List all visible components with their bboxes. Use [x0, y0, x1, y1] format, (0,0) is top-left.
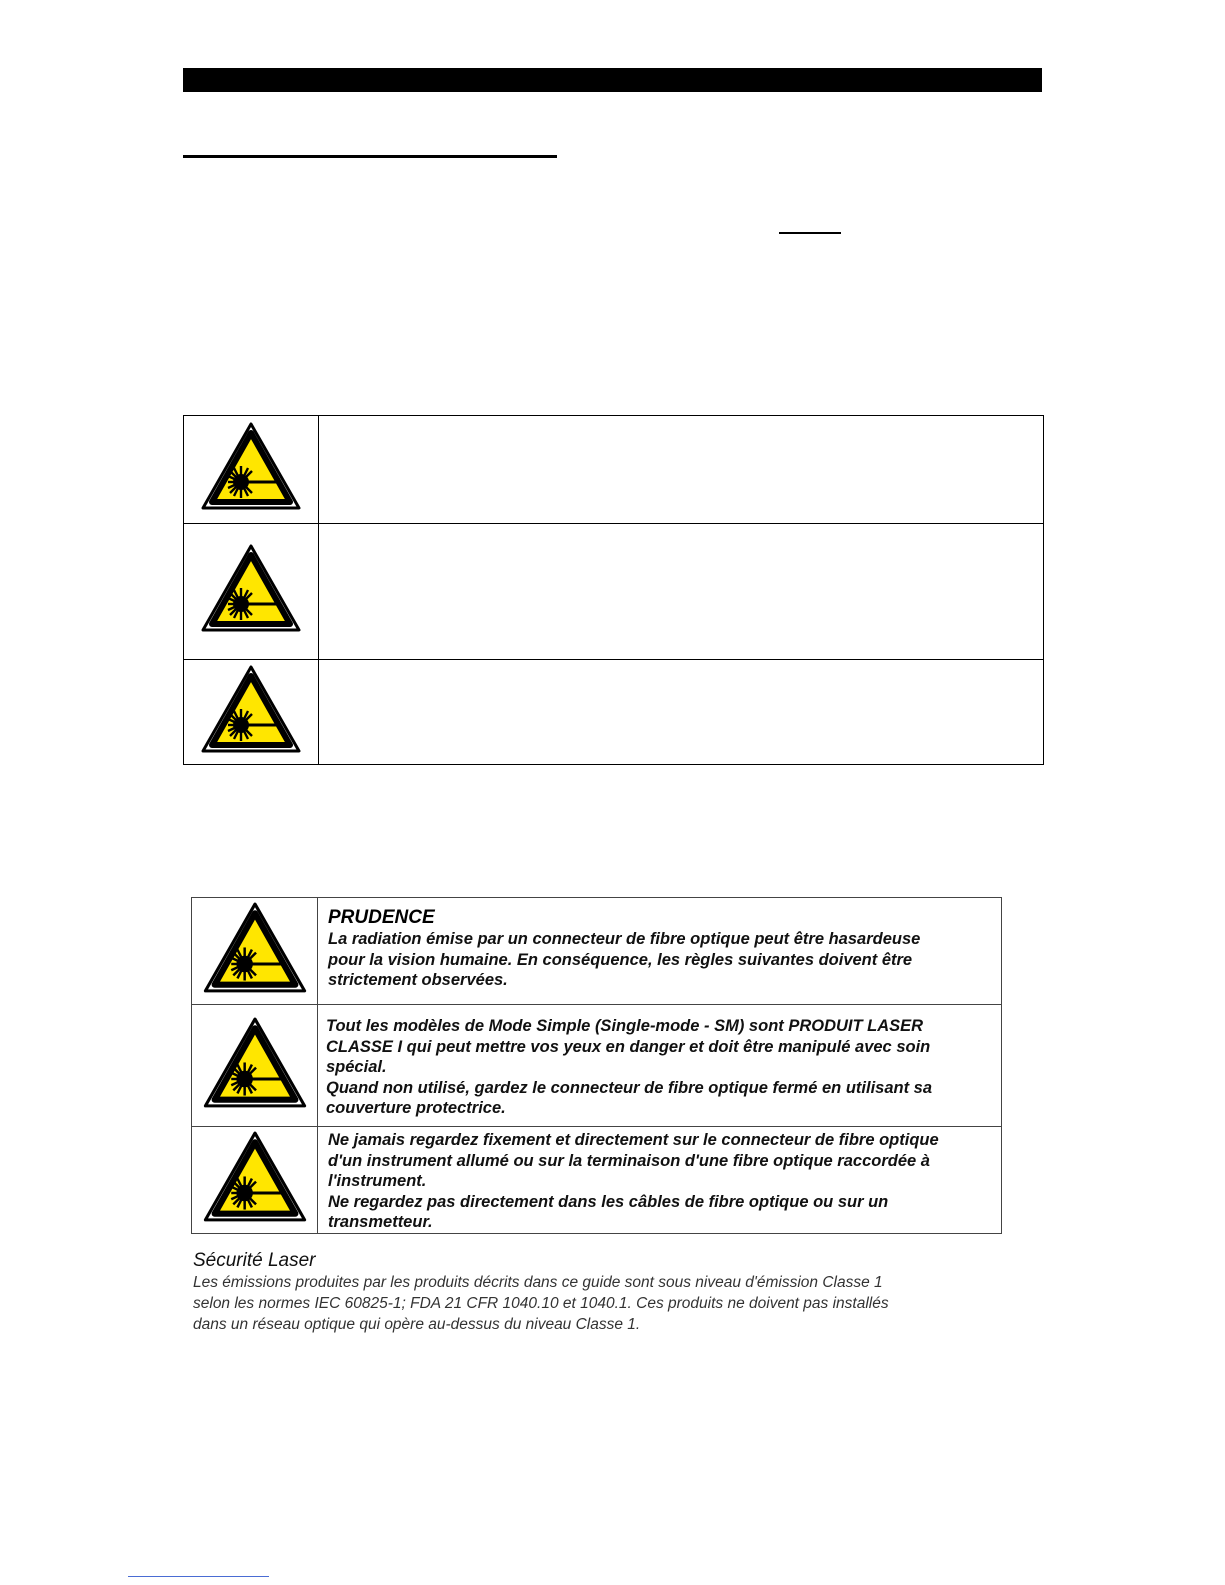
- laser-warning-icon: [203, 902, 307, 995]
- warning-cell-2: [184, 524, 319, 660]
- warning-text-cell-3: [319, 660, 1044, 765]
- fr-warning-text-cell-1: [318, 898, 1002, 1005]
- fr-warning-line: pour la vision humaine. En conséquence, les règles suivantes doivent être: [328, 950, 913, 969]
- warning-text-cell-1: [319, 416, 1044, 524]
- laser-safety-title: Sécurité Laser: [193, 1250, 316, 1271]
- fr-warning-line: CLASSE I qui peut mettre vos yeux en danger et doit être manipulé avec soin: [326, 1037, 931, 1056]
- warning-text-cell-2: [319, 524, 1044, 660]
- laser-warning-icon: [203, 1131, 307, 1224]
- warning-cell-1: [184, 416, 319, 524]
- fr-warning-line: spécial.: [326, 1058, 387, 1076]
- laser-safety-line: selon les normes IEC 60825-1; FDA 21 CFR 1040.10 et 1040.1. Ces produits ne doivent pas installés: [193, 1295, 889, 1312]
- laser-warning-icon: [201, 665, 301, 755]
- laser-safety-section: [193, 1250, 1003, 1335]
- fr-warning-text-cell-3: [318, 1127, 1002, 1234]
- warning-cell-3: [184, 660, 319, 765]
- laser-safety-line: dans un réseau optique qui opère au-dessus du niveau Classe 1.: [193, 1316, 641, 1333]
- fr-warning-line: strictement observées.: [328, 971, 508, 989]
- fr-warning-icon-cell-2: [192, 1005, 318, 1127]
- prudence-title: PRUDENCE: [328, 907, 435, 928]
- fr-warning-line: Tout les modèles de Mode Simple (Single-mode - SM) sont PRODUIT LASER: [326, 1017, 924, 1035]
- underline-mark: [779, 232, 841, 234]
- header-bar: [183, 68, 1042, 92]
- fr-warning-line: couverture protectrice.: [326, 1099, 506, 1117]
- laser-warning-icon: [203, 1017, 307, 1110]
- fr-warning-line: Ne jamais regardez fixement et directement sur le connecteur de fibre optique: [328, 1131, 939, 1149]
- section-heading-rule: [183, 155, 557, 158]
- fr-warning-icon-cell-3: [192, 1127, 318, 1234]
- fr-warning-line: Ne regardez pas directement dans les câbles de fibre optique ou sur un: [328, 1192, 889, 1211]
- fr-warning-line: transmetteur.: [328, 1213, 433, 1231]
- english-warning-table: [183, 415, 1044, 765]
- fr-warning-line: Quand non utilisé, gardez le connecteur de fibre optique fermé en utilisant sa: [326, 1078, 933, 1097]
- fr-warning-line: l'instrument.: [328, 1172, 427, 1190]
- fr-warning-line: d'un instrument allumé ou sur la terminaison d'une fibre optique raccordée à: [328, 1151, 930, 1170]
- french-warning-table: [191, 897, 1002, 1234]
- laser-safety-line: Les émissions produites par les produits décrits dans ce guide sont sous niveau d'émission Classe 1: [193, 1274, 883, 1291]
- fr-warning-line: La radiation émise par un connecteur de fibre optique peut être hasardeuse: [328, 930, 921, 948]
- laser-warning-icon: [201, 544, 301, 634]
- fr-warning-icon-cell-1: [192, 898, 318, 1005]
- footer-link-underline[interactable]: [128, 1576, 269, 1577]
- laser-warning-icon: [201, 422, 301, 512]
- fr-warning-text-cell-2: [318, 1005, 1002, 1127]
